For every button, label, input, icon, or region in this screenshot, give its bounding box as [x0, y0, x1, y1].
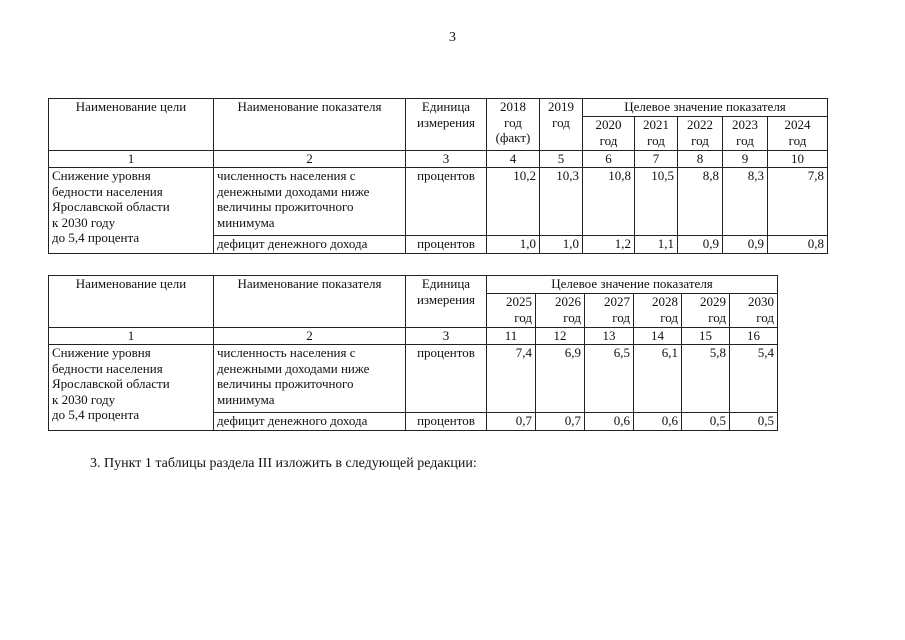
column-number: 2	[214, 328, 406, 345]
value-2030: 0,5	[730, 413, 778, 431]
value-2025: 0,7	[487, 413, 536, 431]
column-number: 15	[682, 328, 730, 345]
header-year-word: год	[599, 132, 618, 148]
value-2024: 7,8	[768, 168, 828, 236]
value-2022: 0,9	[678, 236, 723, 254]
value-2018: 1,0	[487, 236, 540, 254]
header-year-word: год	[660, 309, 678, 325]
table-row	[49, 168, 828, 236]
header-year-word: год	[514, 309, 532, 325]
header-2018-year: 2018	[500, 99, 526, 114]
goal-line: бедности населения	[52, 183, 163, 199]
column-number: 6	[583, 151, 635, 168]
value-2026: 0,7	[536, 413, 585, 431]
header-goal: Наименование цели	[49, 276, 214, 328]
unit-cell: процентов	[406, 345, 487, 413]
column-number: 1	[49, 151, 214, 168]
value-2025: 7,4	[487, 345, 536, 413]
header-unit	[406, 99, 487, 151]
header-year-number: 2022	[687, 117, 713, 132]
header-year-2030	[730, 294, 778, 328]
indicator-line: численность населения с	[217, 345, 356, 360]
header-year-number: 2029	[700, 294, 726, 309]
unit-cell: процентов	[406, 168, 487, 236]
column-number: 16	[730, 328, 778, 345]
column-number: 2	[214, 151, 406, 168]
header-2019	[540, 99, 583, 151]
header-year-word: год	[691, 132, 709, 148]
value-2018: 10,2	[487, 168, 540, 236]
value-2020: 1,2	[583, 236, 635, 254]
header-year-number: 2028	[652, 294, 678, 309]
header-2019-word: год	[552, 114, 570, 130]
header-2018	[487, 99, 540, 151]
header-target-value: Целевое значение показателя	[583, 99, 828, 117]
header-year-2027	[585, 294, 634, 328]
column-number: 3	[406, 328, 487, 345]
column-number: 7	[635, 151, 678, 168]
indicator-line: денежными доходами ниже	[217, 183, 370, 199]
column-number: 5	[540, 151, 583, 168]
value-2024: 0,8	[768, 236, 828, 254]
header-year-word: год	[788, 132, 807, 148]
header-year-number: 2030	[748, 294, 774, 309]
indicator-cell: дефицит денежного дохода	[214, 236, 406, 254]
column-number-row	[49, 328, 778, 345]
indicator-cell	[214, 345, 406, 413]
column-number: 9	[723, 151, 768, 168]
header-year-2022	[678, 117, 723, 151]
header-year-number: 2025	[506, 294, 532, 309]
value-2029: 0,5	[682, 413, 730, 431]
value-2029: 5,8	[682, 345, 730, 413]
value-2019: 1,0	[540, 236, 583, 254]
goal-line: Ярославской области	[52, 199, 170, 214]
column-number: 3	[406, 151, 487, 168]
header-target-value: Целевое значение показателя	[487, 276, 778, 294]
header-year-word: год	[612, 309, 630, 325]
indicator-line: величины прожиточного	[217, 376, 354, 391]
header-unit-line2: измерения	[416, 114, 476, 130]
indicator-line: минимума	[217, 214, 275, 230]
header-goal: Наименование цели	[49, 99, 214, 151]
value-2028: 6,1	[634, 345, 682, 413]
column-number: 12	[536, 328, 585, 345]
value-2021: 10,5	[635, 168, 678, 236]
column-number: 1	[49, 328, 214, 345]
header-year-number: 2021	[643, 117, 669, 132]
header-year-word: год	[563, 309, 581, 325]
column-number: 11	[487, 328, 536, 345]
header-year-number: 2026	[555, 294, 581, 309]
indicator-cell	[214, 168, 406, 236]
header-unit-line1: Единица	[421, 276, 471, 291]
value-2027: 6,5	[585, 345, 634, 413]
column-number: 10	[768, 151, 828, 168]
header-unit-line2: измерения	[416, 291, 476, 307]
column-number: 4	[487, 151, 540, 168]
goal-line: к 2030 году	[52, 391, 116, 407]
goal-cell	[49, 345, 214, 431]
header-unit	[406, 276, 487, 328]
value-2021: 1,1	[635, 236, 678, 254]
value-2019: 10,3	[540, 168, 583, 236]
column-number: 8	[678, 151, 723, 168]
header-year-2029	[682, 294, 730, 328]
indicators-table-2018-2024	[48, 98, 828, 254]
goal-line: Снижение уровня	[52, 168, 151, 183]
header-2019-year: 2019	[548, 99, 574, 114]
header-2018-fact: (факт)	[495, 130, 531, 145]
column-number: 13	[585, 328, 634, 345]
header-year-2024	[768, 117, 828, 151]
goal-cell	[49, 168, 214, 254]
page-number: 3	[449, 30, 456, 45]
header-year-2026	[536, 294, 585, 328]
header-year-number: 2023	[732, 117, 758, 132]
column-number: 14	[634, 328, 682, 345]
value-2023: 0,9	[723, 236, 768, 254]
goal-line: Снижение уровня	[52, 345, 151, 360]
value-2030: 5,4	[730, 345, 778, 413]
goal-line: Ярославской области	[52, 376, 170, 391]
column-number-row	[49, 151, 828, 168]
header-year-word: год	[736, 132, 754, 148]
header-year-2023	[723, 117, 768, 151]
header-year-2025	[487, 294, 536, 328]
header-indicator: Наименование показателя	[214, 276, 406, 328]
value-2028: 0,6	[634, 413, 682, 431]
value-2020: 10,8	[583, 168, 635, 236]
table-row	[49, 345, 778, 413]
unit-cell: процентов	[406, 413, 487, 431]
goal-line: к 2030 году	[52, 214, 116, 230]
header-unit-line1: Единица	[421, 99, 471, 114]
header-2018-word: год	[504, 114, 522, 130]
value-2023: 8,3	[723, 168, 768, 236]
header-year-word: год	[708, 309, 726, 325]
value-2026: 6,9	[536, 345, 585, 413]
indicator-line: численность населения с	[217, 168, 356, 183]
indicators-table-2025-2030	[48, 275, 778, 431]
header-indicator: Наименование показателя	[214, 99, 406, 151]
header-year-word: год	[756, 309, 774, 325]
indicator-line: минимума	[217, 391, 275, 407]
indicator-line: денежными доходами ниже	[217, 360, 370, 376]
goal-line: до 5,4 процента	[52, 407, 140, 422]
value-2022: 8,8	[678, 168, 723, 236]
amendment-paragraph: 3. Пункт 1 таблицы раздела III изложить в следующей редакции:	[90, 456, 477, 471]
value-2027: 0,6	[585, 413, 634, 431]
header-year-word: год	[647, 132, 665, 148]
header-year-number: 2020	[595, 117, 622, 132]
header-year-2021	[635, 117, 678, 151]
header-year-number: 2027	[604, 294, 630, 309]
unit-cell: процентов	[406, 236, 487, 254]
goal-line: бедности населения	[52, 360, 163, 376]
indicator-cell: дефицит денежного дохода	[214, 413, 406, 431]
header-year-2028	[634, 294, 682, 328]
goal-line: до 5,4 процента	[52, 230, 140, 245]
header-year-2020	[583, 117, 635, 151]
header-year-number: 2024	[784, 117, 811, 132]
indicator-line: величины прожиточного	[217, 199, 354, 214]
